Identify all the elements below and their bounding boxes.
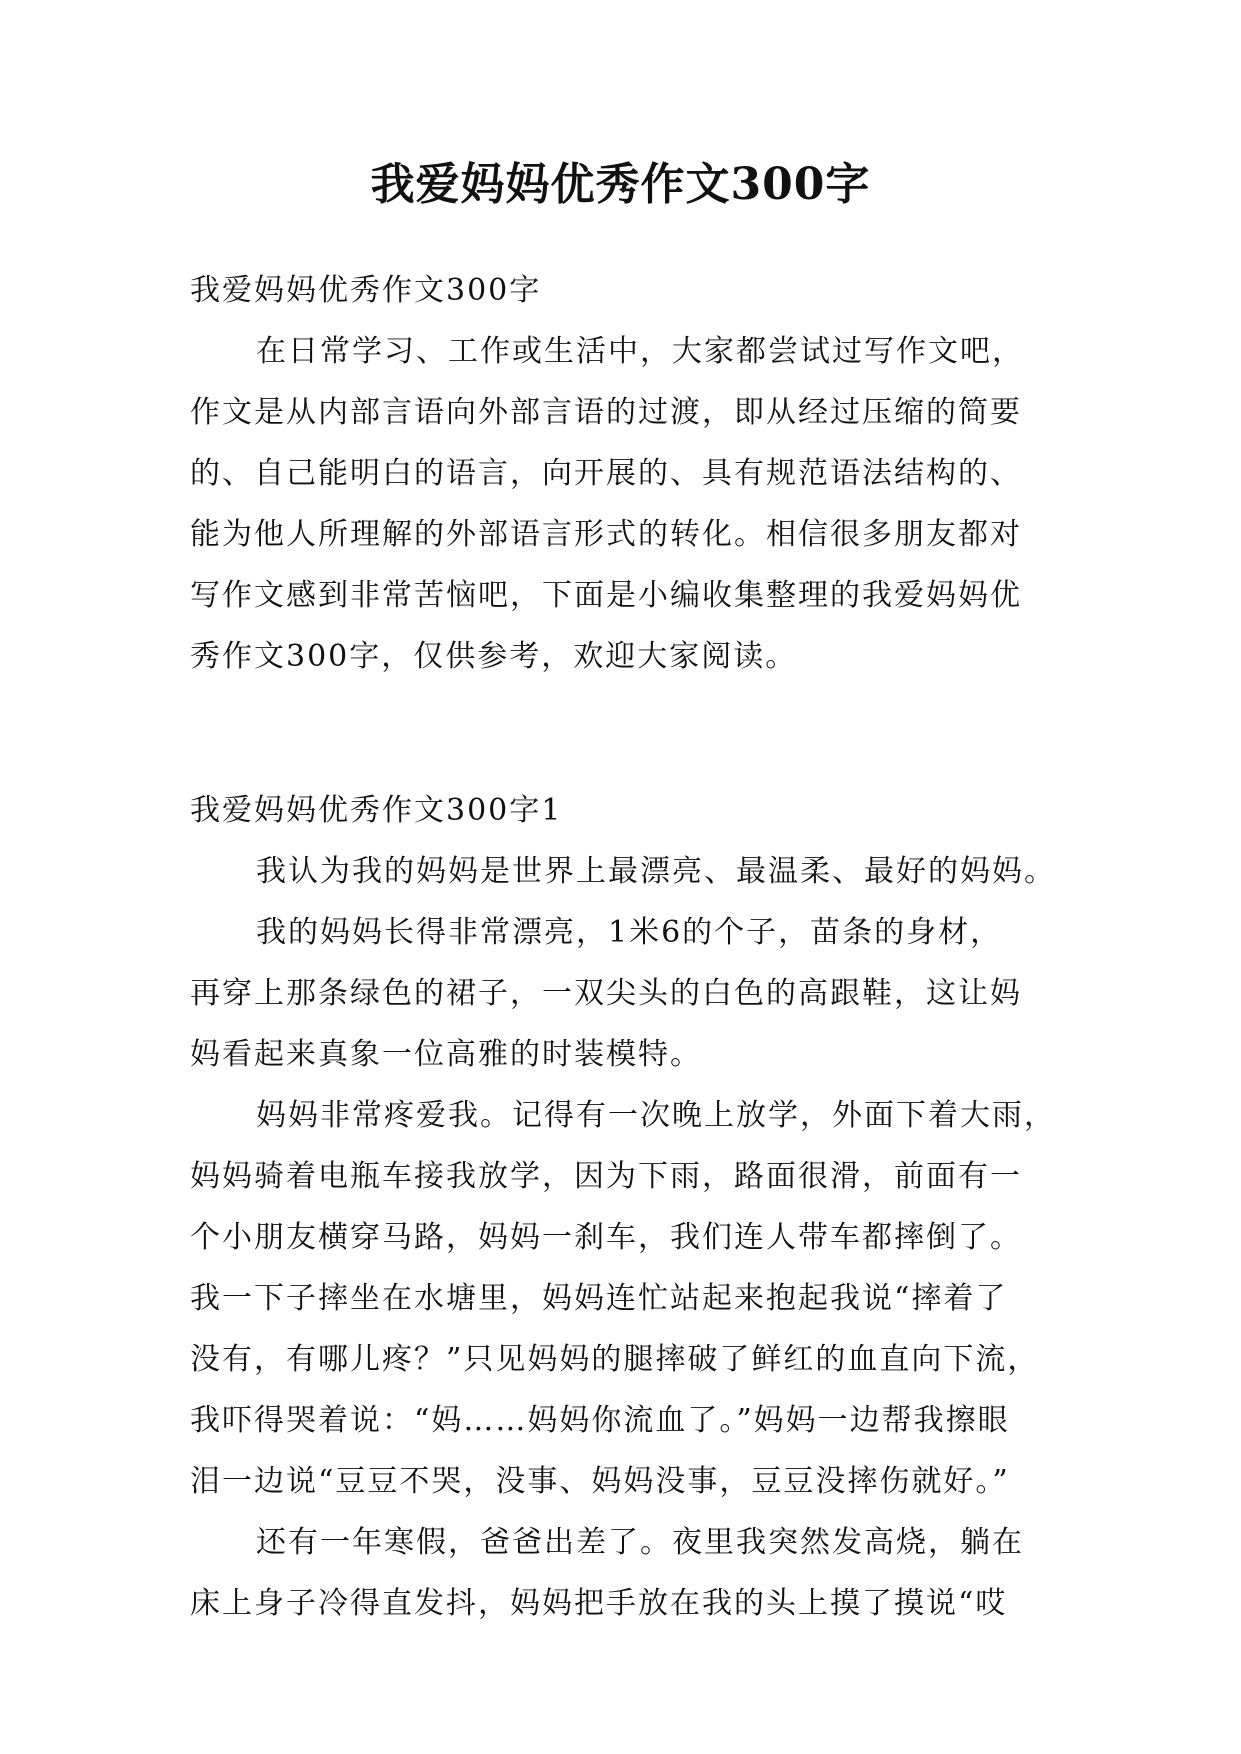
text-line: 写作文感到非常苦恼吧，下面是小编收集整理的我爱妈妈优	[190, 578, 1022, 613]
blank-line	[190, 703, 1070, 764]
text-line: 我爱妈妈优秀作文300字	[190, 273, 542, 308]
text-line: 妈看起来真象一位高雅的时装模特。	[190, 1037, 702, 1072]
text-line: 妈妈非常疼爱我。记得有一次晚上放学，外面下着大雨，	[256, 1098, 1056, 1133]
text-line: 能为他人所理解的外部语言形式的转化。相信很多朋友都对	[190, 517, 1022, 552]
text-line: 还有一年寒假，爸爸出差了。夜里我突然发高烧，躺在	[256, 1525, 1024, 1560]
text-line: 我一下子摔坐在水塘里，妈妈连忙站起来抱起我说“摔着了	[190, 1281, 1008, 1316]
text-line: 作文是从内部言语向外部言语的过渡，即从经过压缩的简要	[190, 395, 1022, 430]
text-line: 在日常学习、工作或生活中，大家都尝试过写作文吧，	[256, 334, 1024, 369]
text-line: 再穿上那条绿色的裙子，一双尖头的白色的高跟鞋，这让妈	[190, 976, 1022, 1011]
text-line: 个小朋友横穿马路，妈妈一刹车，我们连人带车都摔倒了。	[190, 1220, 1022, 1255]
text-line: 秀作文300字，仅供参考，欢迎大家阅读。	[190, 639, 798, 674]
text-line: 的、自己能明白的语言，向开展的、具有规范语法结构的、	[190, 456, 1022, 491]
text-line: 我认为我的妈妈是世界上最漂亮、最温柔、最好的妈妈。	[256, 854, 1056, 889]
document-title: 我爱妈妈优秀作文300字	[370, 159, 871, 210]
text-line: 妈妈骑着电瓶车接我放学，因为下雨，路面很滑，前面有一	[190, 1159, 1022, 1194]
text-line: 泪一边说“豆豆不哭，没事、妈妈没事，豆豆没摔伤就好。”	[190, 1464, 1010, 1499]
text-line: 床上身子冷得直发抖，妈妈把手放在我的头上摸了摸说“哎	[190, 1586, 1008, 1621]
text-line: 我的妈妈长得非常漂亮，1米6的个子，苗条的身材，	[256, 915, 1003, 950]
text-line: 我吓得哭着说：“妈……妈妈你流血了。”妈妈一边帮我擦眼	[190, 1403, 1010, 1438]
document-body	[190, 260, 1070, 1634]
text-line: 没有，有哪儿疼？”只见妈妈的腿摔破了鲜红的血直向下流，	[190, 1342, 1040, 1377]
text-line: 我爱妈妈优秀作文300字1	[190, 793, 563, 828]
